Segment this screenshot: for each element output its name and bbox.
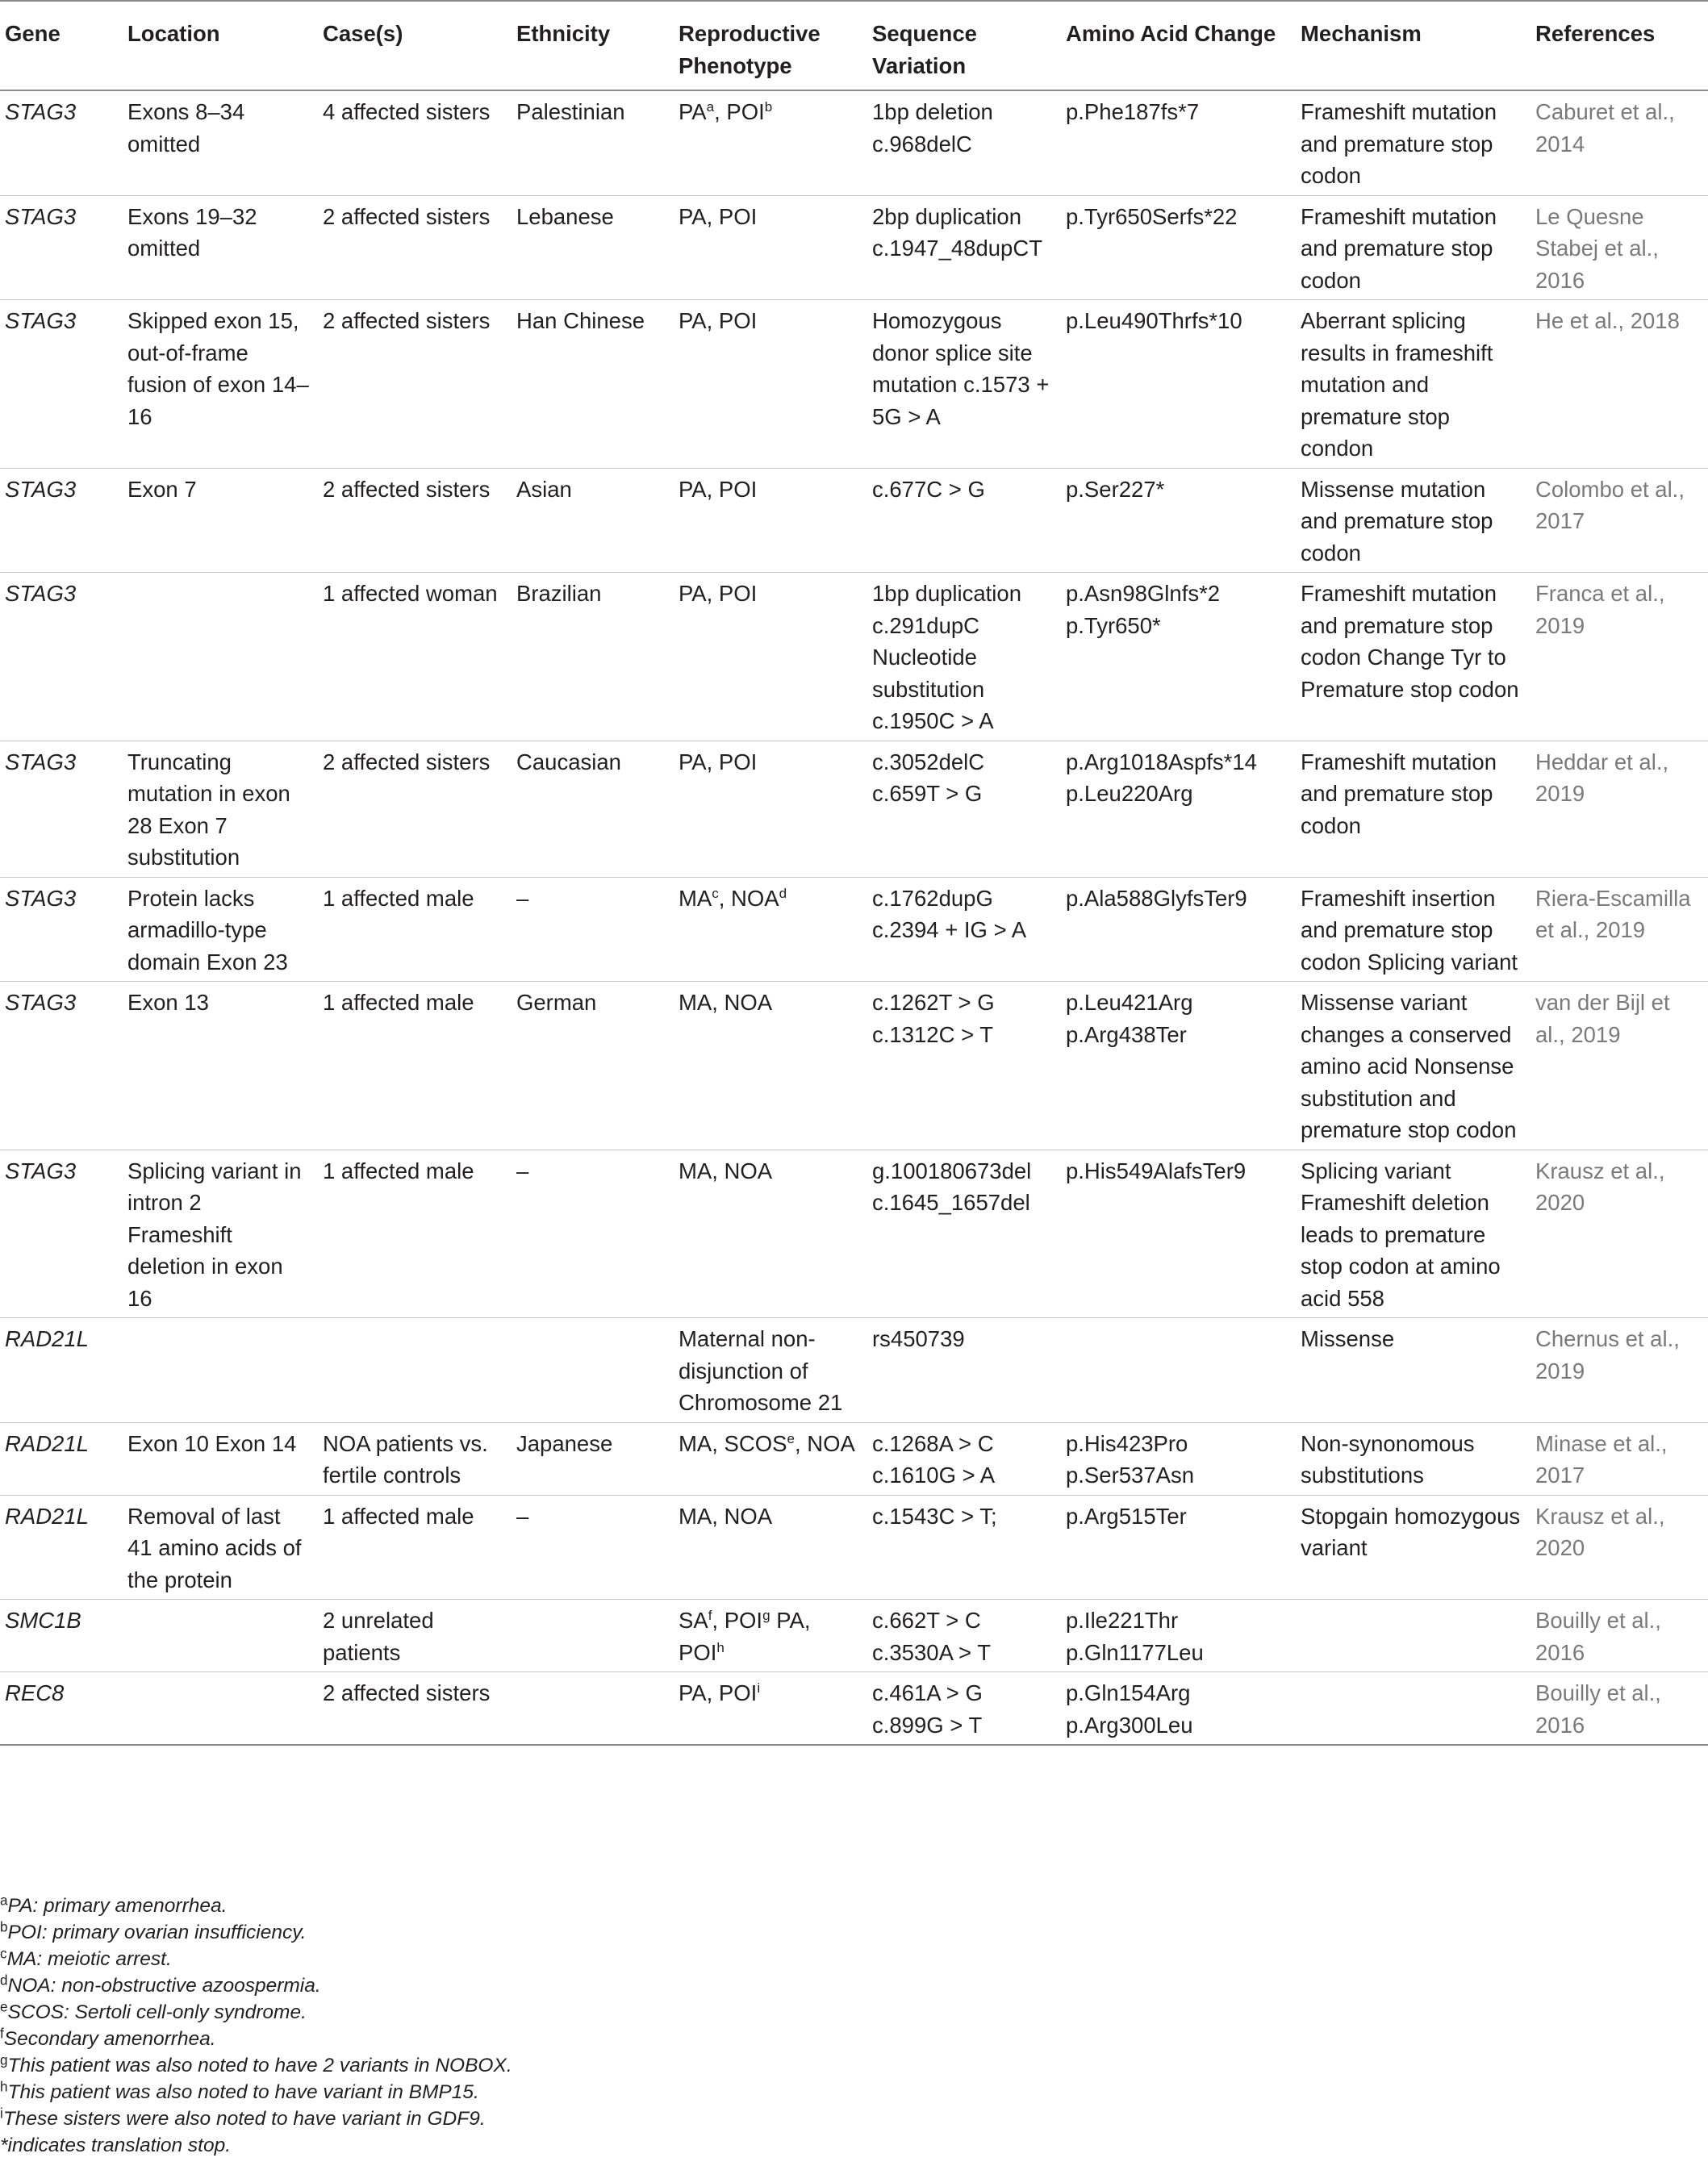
sequence-line: c.1610G > A: [872, 1463, 996, 1488]
cell-amino-acid-change: [1061, 741, 1296, 877]
amino-line: p.Ser227*: [1066, 476, 1165, 502]
cell-amino-acid-change: [1061, 877, 1296, 982]
footnote: [0, 2079, 512, 2105]
cell-ethnicity: Asian: [516, 476, 572, 502]
cell-reference: Caburet et al., 2014: [1535, 99, 1675, 157]
cell-reference: Minase et al., 2017: [1535, 1430, 1668, 1488]
cell-cases: [318, 1318, 512, 1423]
cell-ethnicity: –: [516, 1503, 529, 1529]
sequence-line: c.2394 + IG > A: [872, 917, 1027, 942]
sequence-line: c.1950C > A: [872, 708, 994, 733]
phenotype-text: PA, POI: [679, 203, 758, 229]
cell-mechanism: Frameshift mutation and premature stop codon: [1301, 203, 1497, 293]
cell-amino-acid-change: [1061, 1600, 1296, 1672]
cell-amino-acid-change: [1061, 300, 1296, 469]
cell-cases: 2 unrelated patients: [323, 1608, 434, 1665]
sequence-line: c.1947_48dupCT: [872, 236, 1042, 261]
footnote: [0, 1919, 512, 1946]
cell-cases: 2 affected sisters: [323, 476, 491, 502]
cell-reference: He et al., 2018: [1535, 308, 1680, 333]
footnote-marker: i: [757, 1680, 761, 1696]
amino-line: p.Gln154Arg: [1066, 1680, 1191, 1705]
cell-reference: Chernus et al., 2019: [1535, 1326, 1680, 1383]
cell-location: Skipped exon 15, out-of-frame fusion of exon 14–16: [127, 308, 309, 429]
amino-line: p.Ile221Thr: [1066, 1608, 1179, 1633]
cell-gene: REC8: [5, 1680, 65, 1705]
cell-reproductive-phenotype: [674, 1672, 867, 1746]
footnote-marker: e: [787, 1430, 795, 1446]
table-row: [0, 1600, 1708, 1672]
phenotype-text: MA, NOA: [679, 1503, 773, 1529]
sequence-line: c.662T > C: [872, 1608, 981, 1633]
phenotype-text: PA, POI: [679, 1680, 758, 1705]
cell-sequence-variation: [867, 573, 1061, 741]
footnote-text: SCOS: Sertoli cell-only syndrome.: [7, 2001, 307, 2023]
cell-gene: RAD21L: [5, 1326, 89, 1351]
cell-mechanism: Non-synonomous substitutions: [1301, 1430, 1475, 1488]
table-row: [0, 300, 1708, 469]
cell-amino-acid-change: [1061, 573, 1296, 741]
cell-reproductive-phenotype: [674, 573, 867, 741]
table-row: [0, 195, 1708, 300]
footnote-marker: i: [0, 2105, 3, 2122]
footnote-marker: h: [0, 2078, 8, 2095]
header-row: [0, 1, 1708, 90]
table-body: [0, 90, 1708, 1745]
cell-sequence-variation: [867, 1672, 1061, 1746]
sequence-line: 1bp deletion: [872, 99, 993, 124]
phenotype-text: , POI: [714, 99, 765, 124]
footnote-marker: f: [708, 1607, 712, 1623]
footnote-marker: e: [0, 1998, 8, 2015]
cell-cases: 2 affected sisters: [323, 749, 491, 774]
header-gene: Gene: [5, 21, 61, 46]
amino-line: p.Arg438Ter: [1066, 1021, 1187, 1047]
cell-reproductive-phenotype: [674, 195, 867, 300]
table-row: [0, 982, 1708, 1150]
cell-mechanism: [1296, 1600, 1531, 1672]
footnote-marker: f: [0, 2025, 4, 2042]
cell-ethnicity: [512, 1600, 674, 1672]
amino-line: p.Gln1177Leu: [1066, 1639, 1204, 1665]
cell-ethnicity: German: [516, 990, 597, 1015]
sequence-line: c.3530A > T: [872, 1639, 992, 1665]
cell-sequence-variation: [867, 982, 1061, 1150]
cell-location: Exons 8–34 omitted: [127, 99, 245, 157]
cell-location: [123, 1600, 318, 1672]
footnote-marker: g: [0, 2051, 8, 2068]
amino-line: p.His423Pro: [1066, 1430, 1188, 1456]
amino-line: p.Leu220Arg: [1066, 781, 1193, 806]
table-row: [0, 573, 1708, 741]
cell-gene: STAG3: [5, 203, 77, 229]
cell-mechanism: Frameshift mutation and premature stop codon: [1301, 99, 1497, 188]
cell-reproductive-phenotype: [674, 468, 867, 573]
cell-reference: Krausz et al., 2020: [1535, 1158, 1665, 1215]
cell-ethnicity: Brazilian: [516, 581, 602, 606]
sequence-line: c.3052delC: [872, 749, 985, 774]
cell-ethnicity: [512, 1672, 674, 1746]
cell-amino-acid-change: [1061, 982, 1296, 1150]
sequence-line: rs450739: [872, 1326, 965, 1351]
amino-line: p.Arg1018Aspfs*14: [1066, 749, 1257, 774]
cell-ethnicity: Caucasian: [516, 749, 621, 774]
cell-reference: Franca et al., 2019: [1535, 581, 1665, 638]
amino-line: p.Arg515Ter: [1066, 1503, 1187, 1529]
footnote: [0, 1999, 512, 2026]
footnote-marker: g: [762, 1607, 770, 1623]
cell-sequence-variation: [867, 1495, 1061, 1600]
amino-line: p.Ala588GlyfsTer9: [1066, 885, 1247, 911]
table-footnotes: [0, 1893, 512, 2159]
amino-line: p.Arg300Leu: [1066, 1712, 1193, 1738]
cell-ethnicity: Palestinian: [516, 99, 625, 124]
cell-reproductive-phenotype: [674, 877, 867, 982]
sequence-line: g.100180673del: [872, 1158, 1032, 1183]
footnote-text: PA: primary amenorrhea.: [7, 1895, 228, 1917]
footnote: [0, 2105, 512, 2132]
cell-sequence-variation: [867, 90, 1061, 195]
cell-amino-acid-change: [1061, 468, 1296, 573]
cell-ethnicity: Lebanese: [516, 203, 614, 229]
header-reproductive-phenotype: Reproductive Phenotype: [679, 21, 821, 78]
table-row: [0, 741, 1708, 877]
cell-reproductive-phenotype: [674, 90, 867, 195]
footnote-text: MA: meiotic arrest.: [6, 1948, 172, 1970]
cell-location: [123, 573, 318, 741]
sequence-line: c.1262T > G: [872, 990, 995, 1015]
phenotype-text: PA, POI: [679, 581, 758, 606]
table-row: [0, 468, 1708, 573]
cell-mechanism: Stopgain homozygous variant: [1301, 1503, 1521, 1560]
sequence-line: 1bp duplication: [872, 581, 1022, 606]
cell-reference: Riera-Escamilla et al., 2019: [1535, 885, 1691, 942]
phenotype-text: PA, POI: [679, 1608, 811, 1665]
sequence-line: c.1312C > T: [872, 1021, 994, 1047]
cell-location: Exon 10 Exon 14: [127, 1430, 297, 1456]
cell-location: Exons 19–32 omitted: [127, 203, 257, 261]
cell-amino-acid-change: [1061, 1495, 1296, 1600]
cell-gene: STAG3: [5, 749, 77, 774]
footnote: [0, 2132, 512, 2159]
phenotype-text: , NOA: [718, 885, 779, 911]
phenotype-text: MA, NOA: [679, 990, 773, 1015]
header-amino-acid-change: Amino Acid Change: [1066, 21, 1276, 46]
cell-sequence-variation: [867, 195, 1061, 300]
sequence-line: c.1645_1657del: [872, 1190, 1030, 1215]
cell-amino-acid-change: [1061, 1318, 1296, 1423]
cell-mechanism: Missense: [1301, 1326, 1395, 1351]
cell-gene: STAG3: [5, 99, 77, 124]
cell-location: Truncating mutation in exon 28 Exon 7 substitution: [127, 749, 290, 870]
cell-cases: 1 affected male: [323, 1158, 474, 1183]
footnote-text: This patient was also noted to have 2 variants in NOBOX.: [7, 2055, 512, 2076]
phenotype-text: PA: [679, 99, 707, 124]
cell-ethnicity: [512, 1318, 674, 1423]
footnote-text: NOA: non-obstructive azoospermia.: [7, 1975, 321, 1997]
table-row: [0, 1318, 1708, 1423]
footnote: [0, 1946, 512, 1972]
sequence-line: c.677C > G: [872, 476, 985, 502]
cell-mechanism: Frameshift mutation and premature stop codon Change Tyr to Premature stop codon: [1301, 581, 1519, 702]
footnote-text: This patient was also noted to have variant in BMP15.: [7, 2081, 479, 2103]
table-row: [0, 1150, 1708, 1318]
cell-reference: van der Bijl et al., 2019: [1535, 990, 1670, 1047]
cell-sequence-variation: [867, 1600, 1061, 1672]
cell-gene: STAG3: [5, 308, 77, 333]
footnote-marker: c: [0, 1945, 7, 1962]
cell-ethnicity: –: [516, 1158, 529, 1183]
cell-sequence-variation: [867, 1150, 1061, 1318]
header-references: References: [1535, 21, 1656, 46]
phenotype-text: Maternal non-disjunction of Chromosome 21: [679, 1326, 843, 1415]
footnote-text: These sisters were also noted to have variant in GDF9.: [2, 2108, 486, 2130]
cell-sequence-variation: [867, 300, 1061, 469]
cell-cases: NOA patients vs. fertile controls: [323, 1430, 488, 1488]
cell-cases: 1 affected male: [323, 885, 474, 911]
amino-line: p.Tyr650*: [1066, 612, 1161, 638]
cell-mechanism: Frameshift insertion and premature stop codon Splicing variant: [1301, 885, 1518, 974]
table-row: [0, 90, 1708, 195]
cell-sequence-variation: [867, 1318, 1061, 1423]
cell-reproductive-phenotype: [674, 1600, 867, 1672]
cell-sequence-variation: [867, 1422, 1061, 1495]
cell-reference: Le Quesne Stabej et al., 2016: [1535, 203, 1659, 293]
cell-reference: Bouilly et al., 2016: [1535, 1680, 1661, 1738]
amino-line: p.Leu490Thrfs*10: [1066, 308, 1242, 333]
header-ethnicity: Ethnicity: [516, 21, 611, 46]
cell-amino-acid-change: [1061, 195, 1296, 300]
cell-mechanism: Frameshift mutation and premature stop codon: [1301, 749, 1497, 838]
footnote-text: *indicates translation stop.: [0, 2135, 231, 2156]
footnote-marker: b: [764, 98, 773, 115]
footnote-marker: d: [0, 1972, 8, 1989]
cell-amino-acid-change: [1061, 1150, 1296, 1318]
amino-line: p.Leu421Arg: [1066, 990, 1193, 1015]
footnote: [0, 1972, 512, 1999]
amino-line: p.Phe187fs*7: [1066, 99, 1200, 124]
phenotype-text: PA, POI: [679, 749, 758, 774]
sequence-line: Homozygous donor splice site mutation c.1573 + 5G > A: [872, 308, 1050, 429]
phenotype-text: SA: [679, 1608, 708, 1633]
amino-line: p.Asn98Glnfs*2: [1066, 581, 1221, 606]
cell-amino-acid-change: [1061, 1422, 1296, 1495]
cell-reference: Colombo et al., 2017: [1535, 476, 1685, 533]
cell-location: Exon 7: [127, 476, 197, 502]
cell-reproductive-phenotype: [674, 1422, 867, 1495]
phenotype-text: MA, SCOS: [679, 1430, 787, 1456]
footnote: [0, 1893, 512, 1919]
cell-gene: STAG3: [5, 990, 77, 1015]
cell-amino-acid-change: [1061, 90, 1296, 195]
table-row: [0, 1672, 1708, 1746]
cell-reference: Krausz et al., 2020: [1535, 1503, 1665, 1560]
cell-cases: 1 affected woman: [323, 581, 498, 606]
footnote-marker: h: [716, 1639, 725, 1655]
cell-cases: 4 affected sisters: [323, 99, 491, 124]
cell-gene: STAG3: [5, 1158, 77, 1183]
header-mechanism: Mechanism: [1301, 21, 1422, 46]
cell-gene: STAG3: [5, 476, 77, 502]
cell-sequence-variation: [867, 468, 1061, 573]
sequence-line: c.968delC: [872, 131, 972, 157]
footnote-marker: d: [779, 885, 787, 901]
cell-amino-acid-change: [1061, 1672, 1296, 1746]
cell-gene: STAG3: [5, 581, 77, 606]
table-row: [0, 1422, 1708, 1495]
phenotype-text: MA: [679, 885, 712, 911]
cell-sequence-variation: [867, 877, 1061, 982]
sequence-line: c.899G > T: [872, 1712, 983, 1738]
cell-reproductive-phenotype: [674, 1150, 867, 1318]
table-row: [0, 1495, 1708, 1600]
sequence-line: c.659T > G: [872, 781, 983, 806]
cell-location: Removal of last 41 amino acids of the protein: [127, 1503, 302, 1592]
cell-reproductive-phenotype: [674, 1318, 867, 1423]
sequence-line: c.1543C > T;: [872, 1503, 997, 1529]
cell-location: Protein lacks armadillo-type domain Exon 23: [127, 885, 288, 974]
amino-line: p.Ser537Asn: [1066, 1463, 1194, 1488]
sequence-line: c.1762dupG: [872, 885, 993, 911]
footnote: [0, 2026, 512, 2052]
sequence-line: c.291dupC: [872, 612, 980, 638]
amino-line: p.His549AlafsTer9: [1066, 1158, 1247, 1183]
cell-gene: STAG3: [5, 885, 77, 911]
cell-reproductive-phenotype: [674, 1495, 867, 1600]
cell-ethnicity: –: [516, 885, 529, 911]
cell-mechanism: Aberrant splicing results in frameshift mutation and premature stop condon: [1301, 308, 1493, 461]
cell-mechanism: Missense variant changes a conserved amino acid Nonsense substitution and premature stop codon: [1301, 990, 1517, 1142]
cell-cases: 1 affected male: [323, 990, 474, 1015]
cell-reproductive-phenotype: [674, 741, 867, 877]
cell-gene: RAD21L: [5, 1503, 89, 1529]
sequence-line: 2bp duplication: [872, 203, 1022, 229]
table-row: [0, 877, 1708, 982]
cell-location: [123, 1318, 318, 1423]
cell-reference: Bouilly et al., 2016: [1535, 1608, 1661, 1665]
cell-gene: SMC1B: [5, 1608, 81, 1633]
cell-ethnicity: Japanese: [516, 1430, 613, 1456]
phenotype-text: PA, POI: [679, 308, 758, 333]
cell-mechanism: Splicing variant Frameshift deletion leads to premature stop codon at amino acid 558: [1301, 1158, 1501, 1311]
cell-mechanism: Missense mutation and premature stop codon: [1301, 476, 1493, 565]
cell-cases: 2 affected sisters: [323, 308, 491, 333]
cell-location: [123, 1672, 318, 1746]
footnote-marker: b: [0, 1918, 8, 1935]
cell-cases: 2 affected sisters: [323, 203, 491, 229]
phenotype-text: MA, NOA: [679, 1158, 773, 1183]
phenotype-text: PA, POI: [679, 476, 758, 502]
table-header: [0, 1, 1708, 90]
sequence-line: c.461A > G: [872, 1680, 983, 1705]
sequence-line: Nucleotide substitution: [872, 645, 985, 702]
cell-location: Splicing variant in intron 2 Frameshift deletion in exon 16: [127, 1158, 302, 1311]
cell-sequence-variation: [867, 741, 1061, 877]
sequence-line: c.1268A > C: [872, 1430, 994, 1456]
footnote-text: POI: primary ovarian insufficiency.: [7, 1922, 307, 1943]
cell-reference: Heddar et al., 2019: [1535, 749, 1669, 806]
footnote: [0, 2052, 512, 2079]
header-location: Location: [127, 21, 220, 46]
phenotype-text: , POI: [712, 1608, 763, 1633]
cell-mechanism: [1296, 1672, 1531, 1746]
footnote-text: Secondary amenorrhea.: [3, 2028, 216, 2050]
cell-cases: 1 affected male: [323, 1503, 474, 1529]
header-sequence-variation: Sequence Variation: [872, 21, 977, 78]
amino-line: p.Tyr650Serfs*22: [1066, 203, 1238, 229]
cell-cases: 2 affected sisters: [323, 1680, 491, 1705]
phenotype-text: , NOA: [794, 1430, 855, 1456]
header-cases: Case(s): [323, 21, 403, 46]
cell-gene: RAD21L: [5, 1430, 89, 1456]
cell-reproductive-phenotype: [674, 982, 867, 1150]
cell-ethnicity: Han Chinese: [516, 308, 645, 333]
footnote-marker: c: [712, 885, 719, 901]
footnote-marker: a: [0, 1892, 8, 1909]
cell-reproductive-phenotype: [674, 300, 867, 469]
footnote-marker: a: [706, 98, 715, 115]
cell-location: Exon 13: [127, 990, 209, 1015]
